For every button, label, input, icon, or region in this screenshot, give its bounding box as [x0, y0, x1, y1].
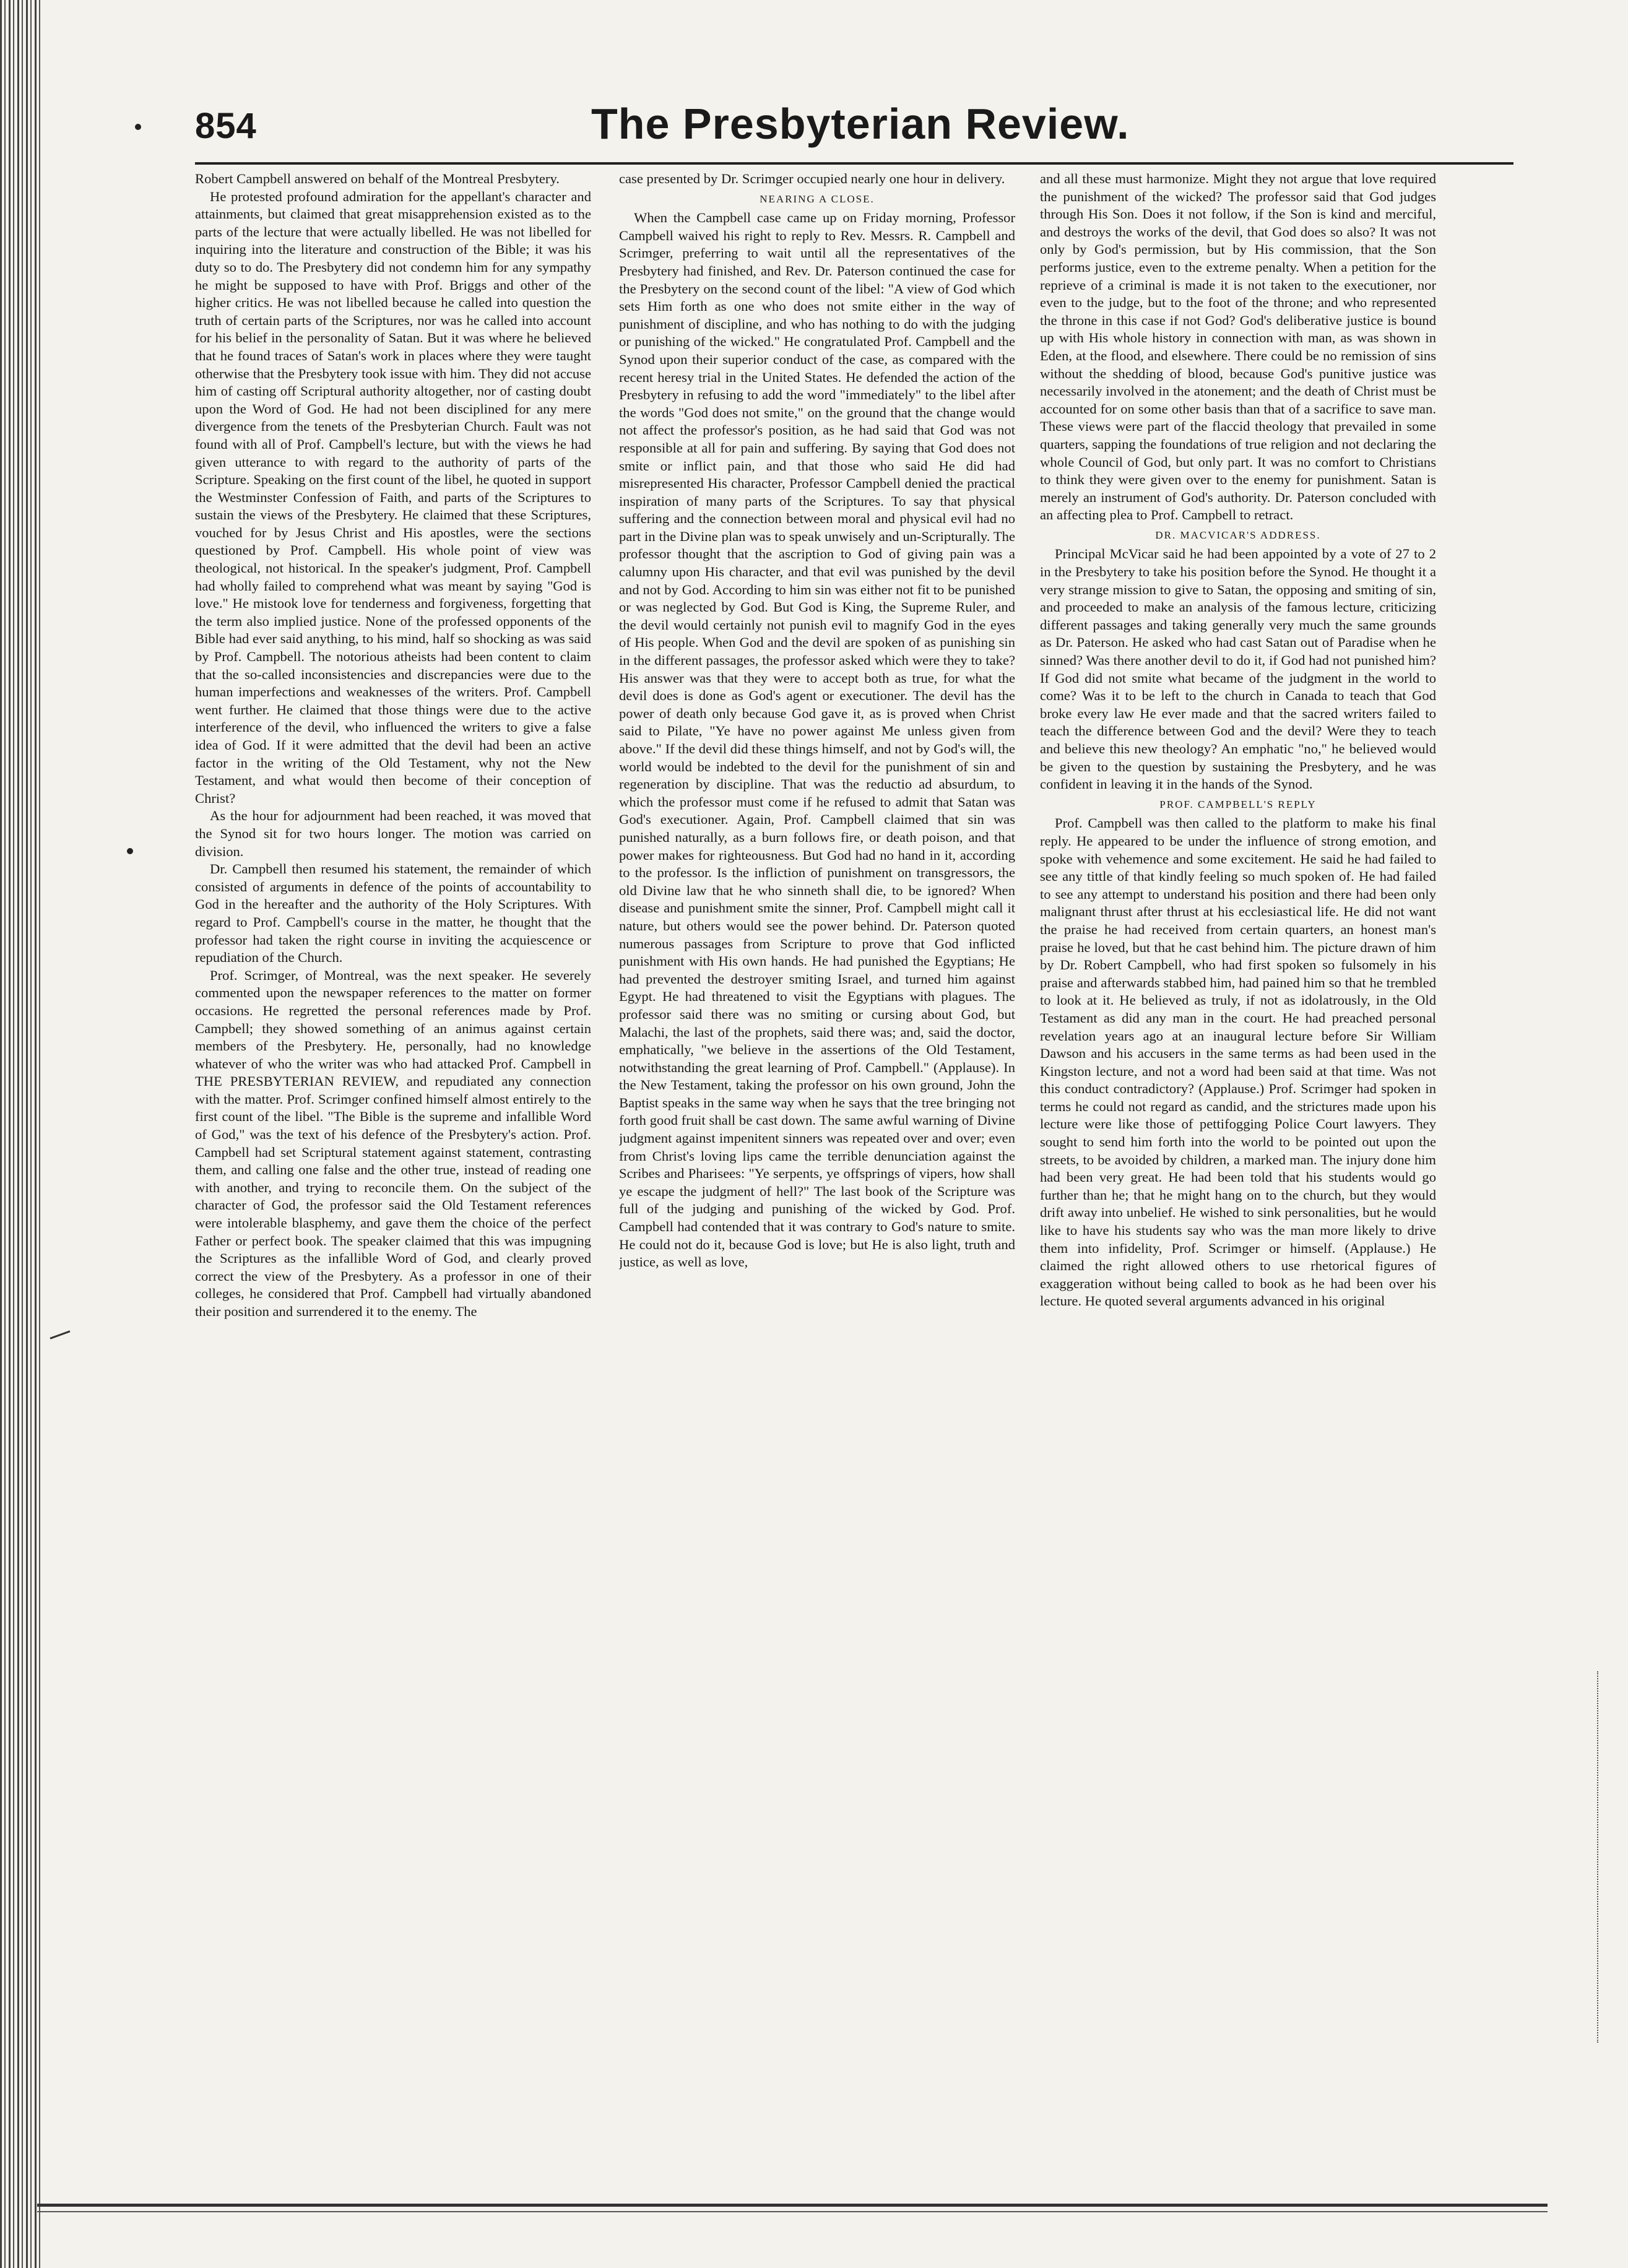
right-edge-scan-artifact: [1597, 1671, 1611, 2043]
paragraph: Principal McVicar said he had been appointed by a vote of 27 to 2 in the Presbytery to take his position before the Synod. He thought it a very strange mission to give to Satan, the opposing and smiting of sin, and proceeded to make an analysis of the famous lecture, criticizing different passages and taking generally very much the same grounds as Dr. Paterson. He asked who had cast Satan out of Paradise when he sinned? Was there another devil to do it, if God had not punished him? If God did not smite what became of the judgment in the world to come? Was it to be left to the church in Canada to teach that God broke every law He ever made and that the sacred writers failed to teach the difference between God and the devil? Were they to teach and believe this new theology? An emphatic "no," he believed would be given to the question by sustaining the Presbytery, and he was confident in leaving it in the hands of the Synod.: [1040, 546, 1436, 792]
margin-mark: [50, 1330, 71, 1339]
paragraph: He protested profound admiration for the appellant's character and attainments, but claimed that great misapprehension existed as to the parts of the lecture that were actually libelled. He was not libelled for inquiring into the literature and construction of the Bible; it was his duty so to do. The Presbytery did not condemn him for any sympathy he might be supposed to have with Prof. Briggs and other of the higher critics. He was not libelled because he called into question the truth of certain parts of the Scriptures, nor was he called into account for his belief in the personality of Satan. But it was where he believed that he found traces of Satan's work in places where they were taught otherwise that the Presbytery took issue with him. They did not accuse him of casting off Scriptural authority altogether, nor of casting doubt upon the Word of God. He had not been disciplined for any mere divergence from the tenets of the Presbyterian Church. Fault was not found with all of Prof. Campbell's lecture, but with the views he had given utterance to with regard to the authority of parts of the Scripture. Speaking on the first count of the libel, he quoted in support the Westminster Confession of Faith, and parts of the Scriptures to sustain the views of the Presbytery. He claimed that these Scriptures, vouched for by Jesus Christ and His apostles, were the sections questioned by Prof. Campbell. His whole point of view was theological, not historical. In the speaker's judgment, Prof. Campbell had wholly failed to comprehend what was meant by saying "God is love." He mistook love for tenderness and forgiveness, forgetting that the term also implied justice. None of the professed opponents of the Bible had ever said anything, to his mind, half so shocking as was said by Prof. Campbell. The notorious atheists had been content to claim that the so-called inconsistencies and discrepancies were due to the human imperfections and weaknesses of the writers. Prof. Campbell went further. He claimed that those things were due to the active interference of the devil, who influenced the writers to give a false idea of God. If it were admitted that the devil had been an active factor in the writing of the Old Testament, why not the New Testament, and what would then become of their conception of Christ?: [195, 188, 591, 806]
column-3: [1040, 170, 1436, 2126]
paragraph: Prof. Campbell was then called to the platform to make his final reply. He appeared to be under the influence of strong emotion, and spoke with vehemence and some excitement. He said he had failed to see any tittle of that kindly feeling so much spoken of. He had failed to see any attempt to understand his position and there had been only malignant thrust after thrust at his ecclesiastical life. He did not want the praise he had received from certain quarters, an honest man's praise he loved, but that he cast behind him. The picture drawn of him by Dr. Robert Campbell, who had first spoken so fulsomely in his praise and afterwards stabbed him, had pained him so that he trembled to look at it. He believed as truly, if not as idolatrously, in the Old Testament as did any man in the court. He had preached personal revelation years ago at an inaugural lecture before Sir William Dawson and his accusers in the same terms as had been used in the Kingston lecture, and not a word had been said at that time. Was not this conduct contradictory? (Applause.) Prof. Scrimger had spoken in terms he could not regard as candid, and the strictures made upon his lecture were like those of pettifogging Police Court lawyers. They sought to send him forth into the world to be pointed out upon the streets, to be avoided by children, a marked man. The injury done him had been very great. He had been told that his students would go further than he; that he might hang on to the church, but they would drift away into unbelief. He wished to sink personalities, but he would like to have his students say who was the man more likely to drive them into infidelity, Prof. Scrimger or himself. (Applause.) He claimed the right allowed others to use rhetorical figures of exaggeration without being called to book as he had been over his lecture. He quoted several arguments advanced in his original: [1040, 815, 1436, 1309]
paragraph: Dr. Campbell then resumed his statement, the remainder of which consisted of arguments in defence of the points of accountability to God in the hereafter and the authority of the Holy Scriptures. With regard to Prof. Campbell's course in the matter, he thought that the professor had taken the right course in inviting the acquiescence or repudiation of the Church.: [195, 861, 591, 966]
paragraph: case presented by Dr. Scrimger occupied nearly one hour in delivery.: [619, 171, 1005, 186]
paragraph: Robert Campbell answered on behalf of the Montreal Presbytery.: [195, 171, 560, 186]
page-header: [195, 99, 1513, 167]
paragraph: When the Campbell case came up on Friday morning, Professor Campbell waived his right to reply to Rev. Messrs. R. Campbell and Scrimger, preferring to wait until all the representatives of the Presbytery had finished, and Rev. Dr. Paterson continued the case for the Presbytery on the second count of the libel: "A view of God which sets Him forth as one who does not smite either in the way of punishment of discipline, and who has nothing to do with the judging or punishing of the wicked." He congratulated Prof. Campbell and the Synod upon their superior conduct of the case, as compared with the recent heresy trial in the United States. He defended the action of the Presbytery in refusing to add the word "immediately" to the libel after the words "God does not smite," on the ground that the change would not affect the professor's position, as he had said that God was not responsible at all for pain and suffering. By saying that God does not smite or inflict pain, and that those who said He did had misrepresented His character, Professor Campbell denied the practical inspiration of many parts of the Scriptures. To say that physical suffering and the connection between moral and physical evil had no part in the Divine plan was to speak unwisely and un-Scripturally. The professor thought that the ascription to God of giving pain was a calumny upon His character, and that evil was punished by the devil and not by God. According to him sin was either not fit to be punished or was neglected by God. But God is King, the Supreme Ruler, and the devil would certainly not punish evil to magnify God in the eyes of His people. When God and the devil are spoken of as punishing sin in the different passages, the professor asked which were they to take? His answer was that they were to accept both as true, for what the devil does is done as God's agent or executioner. The devil has the power of death only because God gave it, as is proved when Christ said to Pilate, "Ye have no power against Me unless given from above." If the devil did these things himself, and not by God's will, the world would be indebted to the devil for the punishment of sin and regeneration by discipline. That was the reductio ad absurdum, to which the professor must come if he refused to admit that Satan was God's executioner. Again, Prof. Campbell claimed that sin was punished naturally, as a burn follows fire, or death poison, and that power makes for righteousness. But God had no hand in it, according to the professor. Is the infliction of punishment on transgressors, the old Divine law that he who sinneth shall die, to be ignored? When disease and punishment smite the sinner, Prof. Campbell might call it nature, but others would see the power behind. Dr. Paterson quoted numerous passages from Scripture to prove that God inflicted punishment with His own hands. He had punished the Egyptians; He had prevented the destroyer smiting Israel, and turned him against Egypt. He had threatened to visit the Egyptians with plagues. The professor said there was no smiting or cursing about God, but Malachi, the last of the prophets, said there was; and, said the doctor, emphatically, "we believe in the assertions of the Old Testament, notwithstanding the great learning of Prof. Campbell." (Applause). In the New Testament, taking the professor on his own ground, John the Baptist speaks in the same way when he says that the tree bringing not forth good fruit shall be cast down. The same awful warning of Divine judgment against impenitent sinners was repeated over and over; even from Christ's loving lips came the terrible denunciation against the Scribes and Pharisees: "Ye serpents, ye offsprings of vipers, how shall ye escape the judgment of hell?" The last book of the Scripture was full of the judging and punishing of the wicked by God. Prof. Campbell had contended that it was contrary to God's nature to smite. He could not do it, because God is love; but He is also light, truth and justice, as well as love,: [619, 210, 1015, 1270]
bottom-rule-thin: [37, 2211, 1548, 2212]
page-number: 854: [195, 106, 257, 146]
journal-title: The Presbyterian Review.: [591, 100, 1130, 148]
paragraph: As the hour for adjournment had been reached, it was moved that the Synod sit for two hours longer. The motion was carried on division.: [195, 808, 591, 859]
section-heading: DR. MACVICAR'S ADDRESS.: [1155, 529, 1321, 541]
paragraph: Prof. Scrimger, of Montreal, was the next speaker. He severely commented upon the newspaper references to the matter on former occasions. He regretted the personal references made by Prof. Campbell; they showed something of an animus against certain members of the Presbytery. He, personally, had no knowledge whatever of who the writer was who had attacked Prof. Campbell in THE PRESBYTERIAN REVIEW, and repudiated any connection with the matter. Prof. Scrimger confined himself almost entirely to the first count of the libel. "The Bible is the supreme and infallible Word of God," was the text of his defence of the Presbytery's action. Prof. Campbell had set Scriptural statement against statement, contrasting them, and calling one false and the other true, instead of reading one with another, and trying to reconcile them. On the subject of the character of God, the professor said the Old Testament references were intolerable blasphemy, and gave them the choice of the perfect Father or perfect book. The speaker claimed that this was impugning the Scriptures as the infallible Word of God, and clearly proved correct the view of the Presbytery. As a professor in one of their colleges, he considered that Prof. Campbell had virtually abandoned their position and surrendered it to the enemy. The: [195, 967, 591, 1319]
paragraph: and all these must harmonize. Might they not argue that love required the punishment of the wicked? The professor said that God judges through His Son. Does it not follow, if the Son is kind and merciful, and destroys the works of the devil, that God does so also? It was not only by God's permission, but by His commission, that the Son performs justice, even to the extreme penalty. When a petition for the reprieve of a criminal is made it is not taken to the executioner, nor even to the judge, but to the foot of the throne; and who represented the throne in this case if not God? God's deliberative justice is bound up with His whole history in connection with man, as was shown in Eden, at the flood, and elsewhere. There could be no remission of sins without the shedding of blood, because God's punitive justice was necessarily involved in the atonement; and the death of Christ must be accounted for on some other basis than that of a sacrifice to save man. These views were part of the flaccid theology that prevailed in some quarters, sapping the foundations of true religion and not declaring the whole Council of God, but only part. It was no comfort to Christians to think they were given over to the enemy for punishment. Satan is merely an instrument of God's authority. Dr. Paterson concluded with an affecting plea to Prof. Campbell to retract.: [1040, 171, 1436, 523]
section-heading: NEARING A CLOSE.: [760, 193, 875, 205]
column-1: [195, 170, 591, 2126]
section-heading: PROF. CAMPBELL'S REPLY: [1159, 798, 1317, 810]
binding-edge-scan-artifact: [0, 0, 43, 2268]
margin-dot: [127, 848, 133, 854]
margin-dot: [135, 124, 141, 130]
column-2: [619, 170, 1015, 2126]
bottom-rule: [37, 2204, 1548, 2207]
header-rule: [195, 162, 1513, 165]
